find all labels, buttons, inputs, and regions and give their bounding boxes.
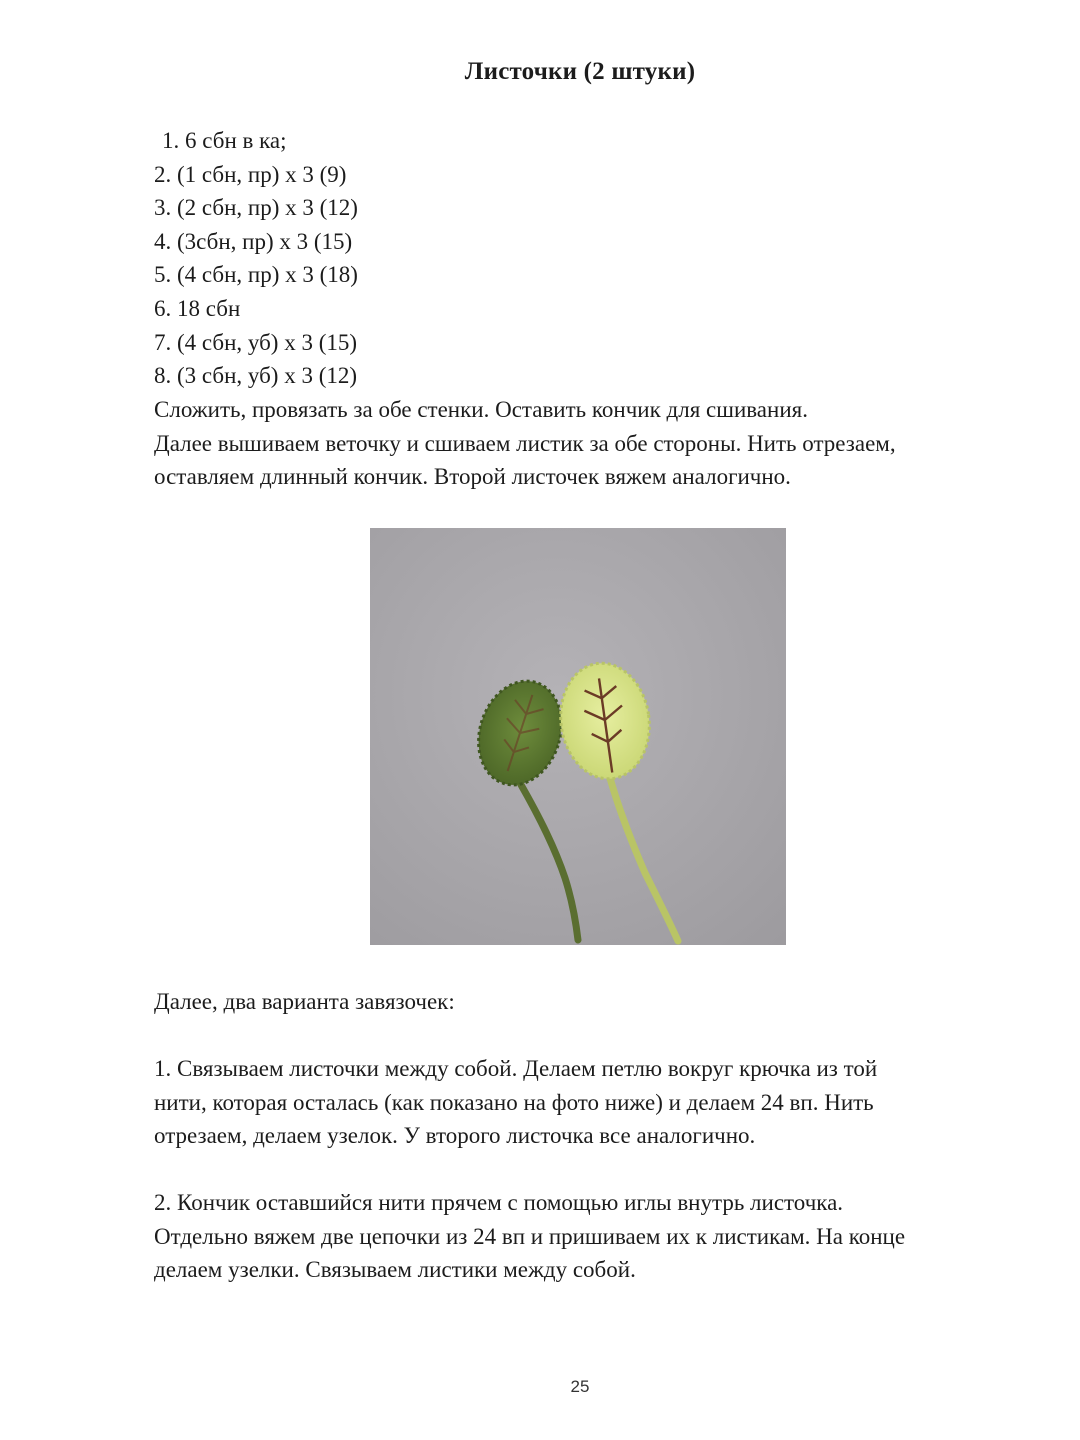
pattern-step: 8. (3 сбн, уб) х 3 (12) xyxy=(154,363,358,389)
option-line: Отдельно вяжем две цепочки из 24 вп и пришиваем их к листикам. На конце xyxy=(154,1223,906,1249)
option-line: 2. Кончик оставшийся нити прячем с помощью иглы внутрь листочка. xyxy=(154,1190,844,1215)
page-number: 25 xyxy=(570,1377,590,1396)
option-line: делаем узелки. Связываем листики между собой. xyxy=(154,1257,636,1283)
pattern-step: 5. (4 сбн, пр) х 3 (18) xyxy=(154,262,358,288)
crochet-leaves-photo xyxy=(370,528,786,945)
pattern-step: 6. 18 сбн xyxy=(154,295,241,321)
assembly-line: Далее вышиваем веточку и сшиваем листик за обе стороны. Нить отрезаем, xyxy=(154,430,896,456)
page-title: Листочки (2 штуки) xyxy=(464,58,696,85)
assembly-line: оставляем длинный кончик. Второй листочек вяжем аналогично. xyxy=(154,464,791,490)
assembly-paragraph xyxy=(154,393,1034,494)
pattern-steps-list xyxy=(154,124,358,393)
pattern-step: 3. (2 сбн, пр) х 3 (12) xyxy=(154,195,358,221)
pattern-step: 1. 6 сбн в ка; xyxy=(162,128,287,153)
ties-intro: Далее, два варианта завязочек: xyxy=(154,989,455,1014)
tie-option-1 xyxy=(154,1052,1034,1153)
assembly-line: Сложить, провязать за обе стенки. Оставить кончик для сшивания. xyxy=(154,397,808,422)
tie-option-2 xyxy=(154,1186,1034,1287)
pattern-step: 4. (3сбн, пр) х 3 (15) xyxy=(154,228,353,254)
pattern-step: 7. (4 сбн, уб) х 3 (15) xyxy=(154,329,358,355)
pattern-step: 2. (1 сбн, пр) х 3 (9) xyxy=(154,161,347,187)
option-line: нити, которая осталась (как показано на фото ниже) и делаем 24 вп. Нить xyxy=(154,1089,874,1115)
option-line: отрезаем, делаем узелок. У второго листочка все аналогично. xyxy=(154,1123,756,1149)
option-line: 1. Связываем листочки между собой. Делаем петлю вокруг крючка из той xyxy=(154,1056,878,1081)
